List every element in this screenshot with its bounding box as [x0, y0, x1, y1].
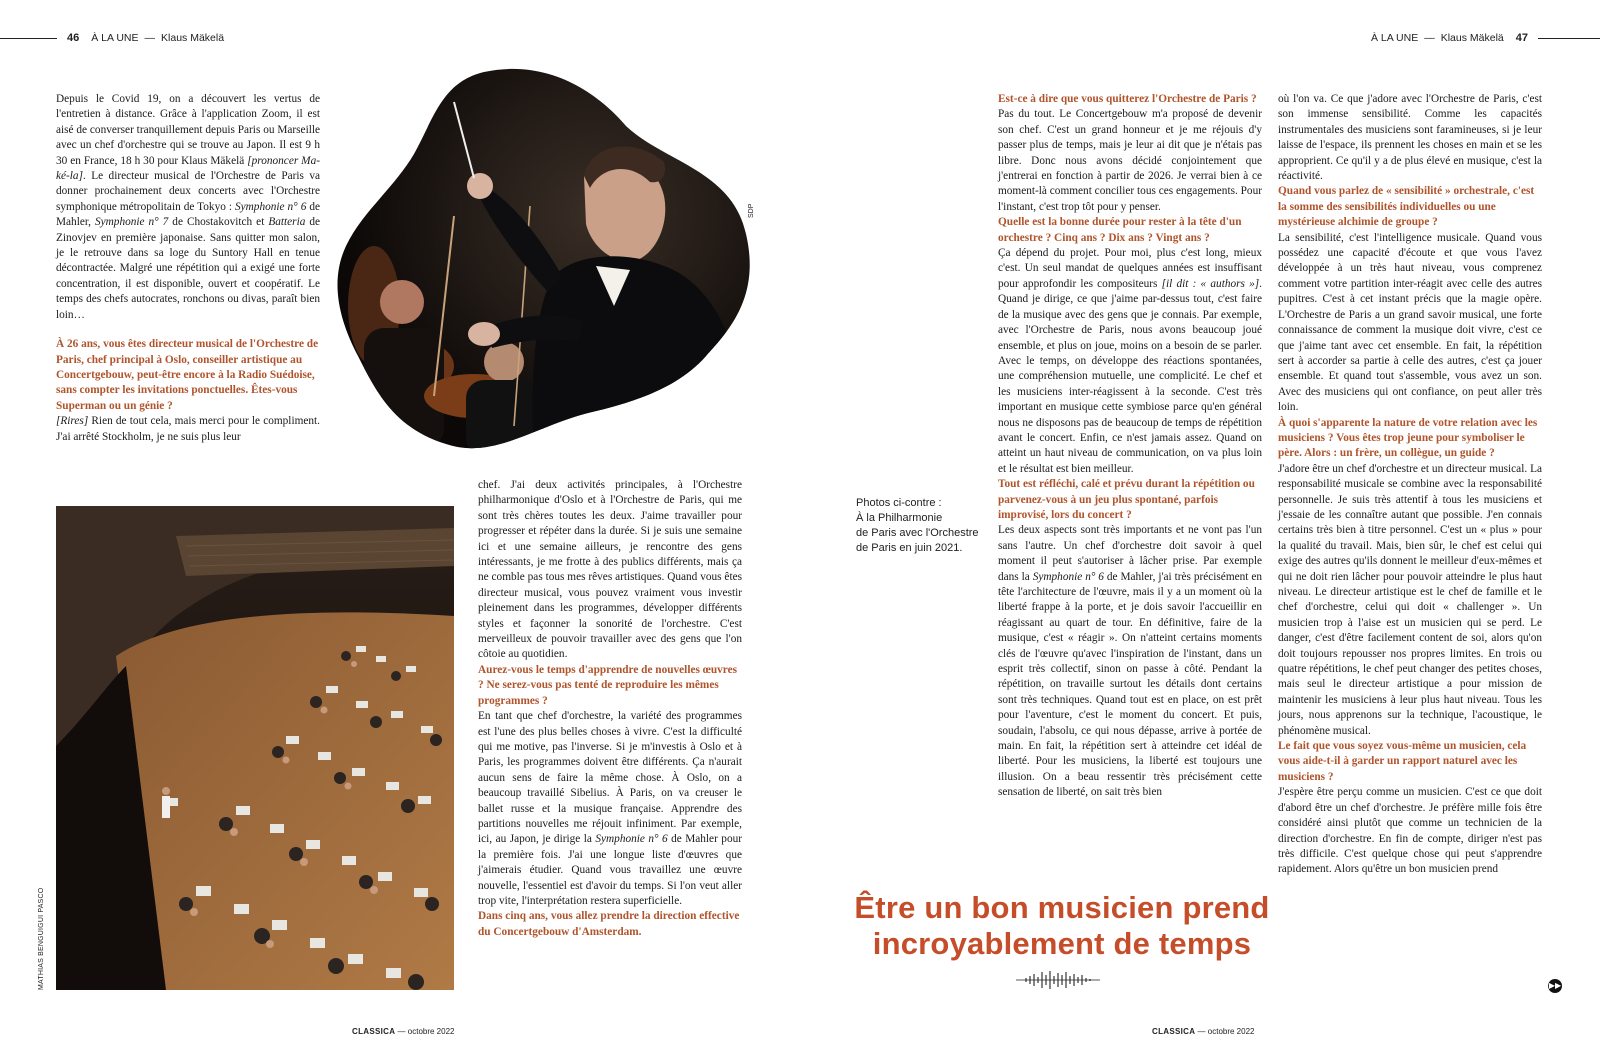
header-dash-right: — [1424, 32, 1435, 44]
answer-8: J'espère être perçu comme un musicien. C'est ce que doit d'abord être un chef d'orchestre. Je préfère mille fois être considéré ainsi plutôt que comme un technicien de la direction d'orchestre. En fin de compte, diriger n'est pas très difficile. C'est quelque chose qui peut s'apprendre rapidement. Alors qu'être un bon musicien prend [1278, 786, 1542, 876]
footer-right: CLASSICA — octobre 2022 [1152, 1027, 1255, 1036]
question-2: Aurez-vous le temps d'apprendre de nouvelles œuvres ? Ne serez-vous pas tenté de reproduire les mêmes programmes ? [478, 663, 738, 707]
page-number-left: 46 [67, 32, 80, 44]
photo-caption: Photos ci-contre : À la Philharmonie de Paris avec l'Orchestre de Paris en juin 2021. [856, 497, 979, 554]
header-left [0, 30, 224, 46]
answer-5-continued: où l'on va. Ce que j'adore avec l'Orchestre de Paris, c'est son immense sensibilité. Comme les capacités instrumentales des musiciens sont faramineuses, si je leur laisse de l'espace, ils prennent les choses en main et se les approprient. Ce qu'il y a de plus élevé en musique, c'est la réactivité. [1278, 93, 1542, 183]
article-column-1 [56, 92, 320, 445]
intro-paragraph: Depuis le Covid 19, on a découvert les vertus de l'entretien à distance. Grâce à l'application Zoom, il est aisé de converser tranquillement depuis Paris ou Marseille avec un chef d'orchestre qui se trouve au Japon. Il est 9 h 30 en France, 18 h 30 pour Klaus Mäkelä [prononcer Ma-ké-la]. Le directeur musical de l'Orchestre de Paris va donner prochainement deux concerts avec l'Orchestre symphonique métropolitain de Tokyo : Symphonie n° 6 de Mahler, Symphonie n° 7 de Chostakovitch et Batteria de Zinovjev en première japonaise. Sans quitter mon salon, je le retrouve dans sa loge du Suntory Hall en tenue décontractée. Malgré une répétition qui a exigé une forte concentration, il est disponible, ouvert et coopératif. Le temps des chefs autocrates, ronchons ou divas, paraît bien loin… [56, 93, 320, 321]
question-4: Quelle est la bonne durée pour rester à la tête d'un orchestre ? Cinq ans ? Dix ans ? Vingt ans ? [998, 216, 1242, 244]
section-label-left: À LA UNE [91, 32, 139, 44]
header-dash-left: — [144, 32, 156, 44]
question-3: Dans cinq ans, vous allez prendre la direction effective du Concertgebouw d'Amsterdam. [478, 910, 740, 938]
answer-1: [Rires] Rien de tout cela, mais merci pour le compliment. J'ai arrêté Stockholm, je ne suis plus leur [56, 415, 320, 443]
question-8: Le fait que vous soyez vous-même un musicien, cela vous aide-t-il à garder un rapport naturel avec les musiciens ? [1278, 740, 1527, 783]
question-3-continued: Est-ce à dire que vous quitterez l'Orchestre de Paris ? [998, 93, 1257, 105]
answer-7: J'adore être un chef d'orchestre et un directeur musical. La responsabilité musicale se combine avec la responsabilité personnelle. Je suis très attentif à tous les musiciens et j'essaie de les connaître autant que possible. J'en connais certains très bien à titre personnel. C'est un « plus » pour la qualité du travail. Mais, bien sûr, le chef est celui qui exige des autres qu'ils donnent le meilleur d'eux-mêmes et qui ne doit rien lâcher pour pouvoir atteindre le plus haut niveau. Le directeur artistique est le chef de famille et le chef d'orchestre, celui qui doit « challenger ». Un musicien trop à l'aise est un musicien qui se perd. Le danger, c'est d'être facilement content de soi, alors qu'on doit toujours repousser nos propres limites. En trois ou quatre répétitions, le chef peut changer des petites choses, mais seul le directeur artistique a pour mission de maintenir les musiciens à leur plus haut niveau. Tous les jours, nous apprenons sur la technique, l'acoustique, le phénomène musical. [1278, 462, 1542, 737]
answer-2: En tant que chef d'orchestre, la variété des programmes est l'une des plus belles choses à vivre. C'est la difficulté qui me motive, pas l'inverse. Si je m'investis à Oslo et à Paris, les programmes doivent être différents. Ça n'aurait aucun sens de faire la même chose. À Oslo, on a beaucoup travaillé Sibelius. À Paris, on va creuser le ballet russe et la musique française. Apprendre des partitions nouvelles me réjouit infiniment. Par exemple, ici, au Japon, je dirige la Symphonie n° 6 de Mahler pour la première fois. J'ai une longue liste d'œuvres que j'aimerais étudier. Quand vous travaillez une œuvre nouvelle, l'essentiel est d'avoir du temps. Si l'on veut aller trop vite, l'interprétation restera superficielle. [478, 710, 742, 907]
photo-credit-concert: MATHIAS BENGUIGUI PASCO [38, 887, 45, 990]
question-5: Tout est réfléchi, calé et prévu durant la répétition ou parvenez-vous à un jeu plus spontané, parfois improvisé, lors du concert ? [998, 478, 1255, 521]
fast-forward-icon: ▶▶ [1548, 979, 1562, 993]
article-column-2 [478, 478, 742, 940]
soundwave-icon [1016, 970, 1100, 990]
answer-6: La sensibilité, c'est l'intelligence musicale. Quand vous possédez une capacité d'écoute et que vous l'avez développée à un très haut niveau, vous comprenez comment votre partition inter-réagit avec celle des autres pupitres. C'est à cet instant précis que la magie opère. L'Orchestre de Paris a un grand savoir musical, une forte connaissance de comment la musique doit vivre, c'est ce que j'aime tant avec cet ensemble. En fait, la répétition sert à accorder sa partie à celle des autres, c'est ça jouer ensemble. Et quand tout s'assemble, vous avez un son. Avec des musiciens qui ont confiance, on peut aller très loin. [1278, 231, 1542, 414]
question-7: À quoi s'apparente la nature de votre relation avec les musiciens ? Vous êtes trop jeune pour symboliser le père. Alors : un frère, un collègue, un guide ? [1278, 416, 1538, 460]
article-column-4 [1278, 92, 1542, 878]
question-1: À 26 ans, vous êtes directeur musical de l'Orchestre de Paris, chef principal à Oslo, conseiller artistique au Concertgebouw, peut-être encore à la Radio Suédoise, sans compter les invitations ponctuelles. Êtes-vous Superman ou un génie ? [56, 338, 319, 412]
header-rule [1538, 38, 1600, 39]
answer-5: Les deux aspects sont très importants et ne vont pas l'un sans l'autre. Un chef d'orchestre doit savoir à quel moment il peut s'autoriser à lâcher prise. Par exemple dans la Symphonie n° 6 de Mahler, j'ai très précisément en tête l'architecture de l'œuvre, mais il y a un moment où la liberté frappe à la porte, et je dois savoir l'accueillir en réagissant au quart de tour. En définitive, faire de la musique, c'est « réagir ». On n'atteint certains moments clés de l'œuvre qu'avec l'inspiration de l'instant, dans un esprit très collectif, sinon on passe à côté. Pendant la répétition, on travaille surtout les détails dont certains sont très techniques. Quand tout est en place, on est prêt pour l'aventure, c'est le moment du concert. Et puis, soudain, l'absolu, ce qui nous dépasse, arrive à portée de main. En fait, la répétition sert à atteindre cet idéal de liberté. Pour les musiciens, la liberté est toujours une illusion. On a beau ressentir très précisément cette sensation de liberté, on sait très bien [998, 524, 1262, 799]
section-label-right: À LA UNE [1370, 32, 1419, 44]
footer-left: CLASSICA — octobre 2022 [352, 1027, 455, 1036]
header-name-right: Klaus Mäkelä [1440, 32, 1504, 44]
header-rule [0, 38, 57, 39]
answer-3: Pas du tout. Le Concertgebouw m'a proposé de devenir son chef. C'est un grand honneur et je me réjouis d'y passer plus de temps, mais je leur ai dit que je n'étais pas libre. Donc nous avons décidé conjointement que j'entrerai en fonction à partir de 2026. Je verrai bien à ce moment-là comment concilier tous ces engagements. Pour l'instant, c'est trop tôt pour y penser. [998, 108, 1262, 213]
conductor-photo [334, 66, 754, 456]
answer-4: Ça dépend du projet. Pour moi, plus c'est long, mieux c'est. Un seul mandat de quelques années est insuffisant pour approfondir les compositeurs [il dit : « authors »]. Quand je dirige, ce que j'aime par-dessus tout, c'est faire de la musique avec des gens que je connais. Par exemple, avec l'Orchestre de Paris, nous avons beaucoup joué ensemble, et plus on joue, moins on a besoin de se parler. Avec le temps, on développe des réactions spontanées, une compréhension mutuelle, une complicité. Le chef et les musiciens inter-réagissent à la seconde. C'est très important en musique cette symbiose parce qu'en général nous ne disposons pas de beaucoup de temps de répétition avant le concert. Enfin, ce n'est jamais assez. Quand on atteint un haut niveau de communication, on va plus loin et le résultat est bien meilleur. [998, 247, 1262, 475]
question-6: Quand vous parlez de « sensibilité » orchestrale, c'est la somme des sensibilités individuelles ou une mystérieuse alchimie de groupe ? [1278, 185, 1535, 229]
answer-1-continued: chef. J'ai deux activités principales, à l'Orchestre philharmonique d'Oslo et à l'Orchestre de Paris, qui me sont très chères toutes les deux. J'aime travailler pour progresser et répéter dans la durée. Si je suis une semaine ici et une semaine ailleurs, je rencontre des gens intéressants, je me frotte à des publics différents, mais ça ne comble pas tous mes rêves artistiques. Quand vous êtes directeur musical, vous pouvez vraiment vous investir pleinement dans les programmes, développer différents styles et façonner la sonorité de l'orchestre. C'est merveilleux de pouvoir travailler avec des gens que l'on côtoie au quotidien. [478, 479, 742, 661]
concert-hall-photo [56, 506, 454, 990]
photo-credit-conductor: SDP [748, 203, 755, 218]
pull-quote: Être un bon musicien prend incroyablement de temps [854, 890, 1270, 961]
page-number-right: 47 [1515, 32, 1528, 44]
article-column-3 [998, 92, 1262, 801]
header-right [1371, 30, 1600, 46]
header-name-left: Klaus Mäkelä [161, 32, 225, 44]
